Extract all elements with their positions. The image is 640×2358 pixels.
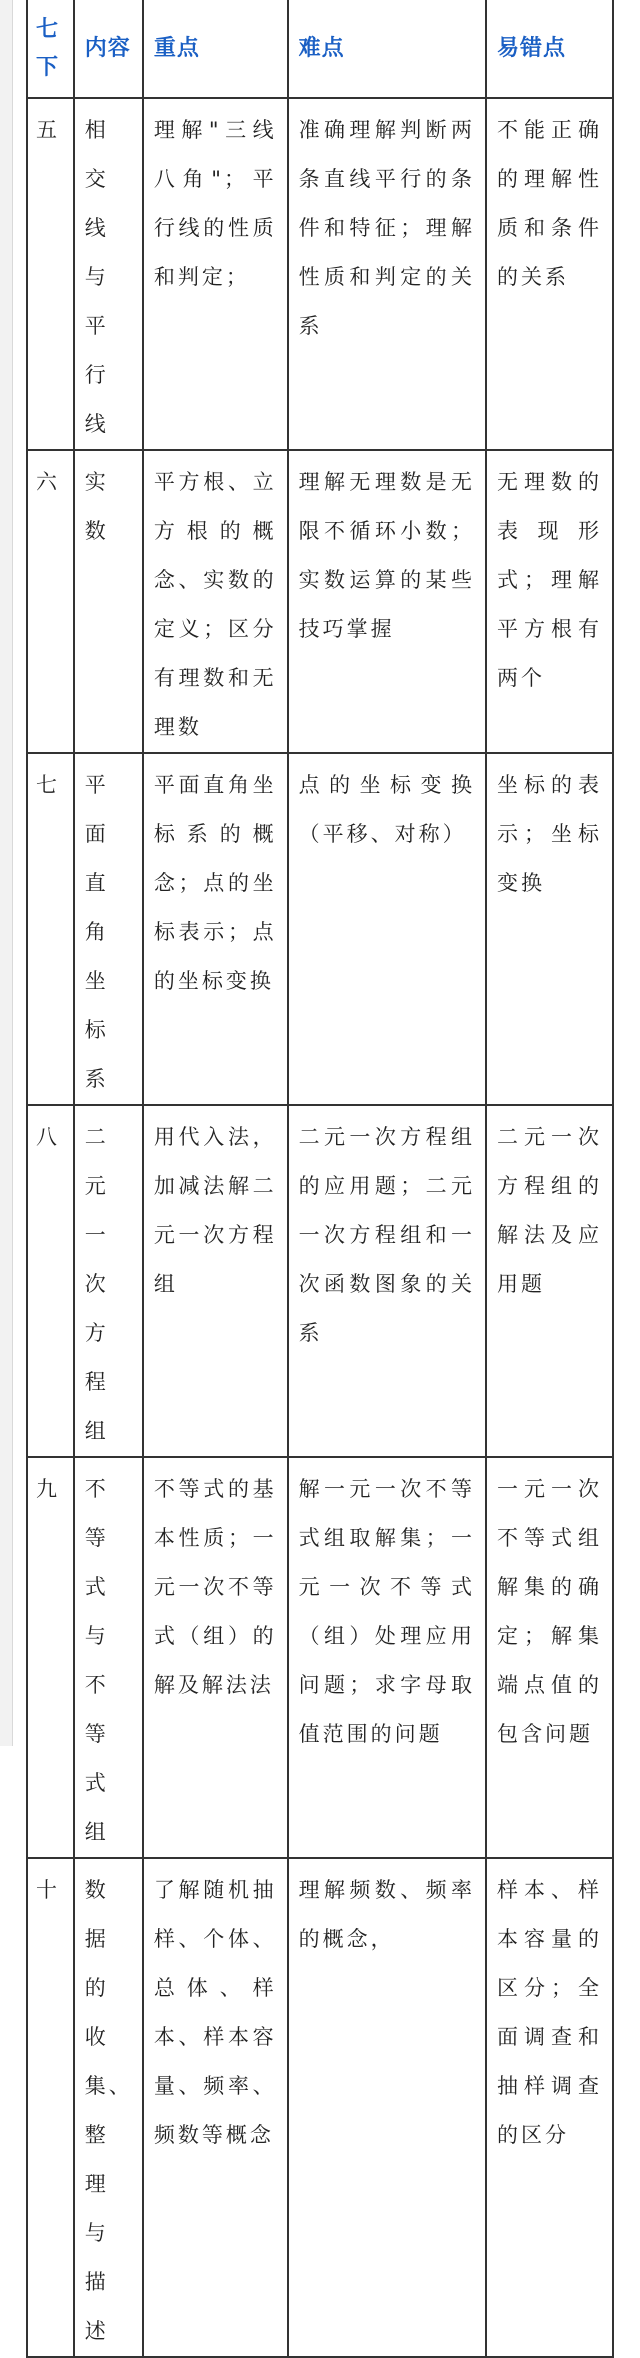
unit-number: 七 bbox=[27, 753, 74, 1105]
unit-number: 十 bbox=[27, 1858, 74, 2357]
table-row bbox=[27, 450, 613, 753]
unit-key-points: 不等式的基本性质；一元一次不等式（组）的解及解法法 bbox=[143, 1457, 288, 1858]
unit-common-errors: 坐标的表示；坐标变换 bbox=[486, 753, 613, 1105]
table-row bbox=[27, 98, 613, 450]
unit-content: 不等式与不等式组 bbox=[74, 1457, 143, 1858]
unit-number: 六 bbox=[27, 450, 74, 753]
header-grade-top: 七 bbox=[36, 16, 60, 42]
table-header-row bbox=[27, 0, 613, 98]
unit-difficulties: 理解无理数是无限不循环小数；实数运算的某些技巧掌握 bbox=[288, 450, 486, 753]
table-row bbox=[27, 1858, 613, 2357]
unit-content: 平面直角坐标系 bbox=[74, 753, 143, 1105]
unit-number: 八 bbox=[27, 1105, 74, 1457]
table-row bbox=[27, 1457, 613, 1858]
page-left-margin bbox=[0, 0, 12, 1746]
unit-difficulties: 解一元一次不等式组取解集；一元一次不等式（组）处理应用问题；求字母取值范围的问题 bbox=[288, 1457, 486, 1858]
curriculum-table bbox=[26, 0, 614, 2358]
table-row bbox=[27, 753, 613, 1105]
header-key-points: 重点 bbox=[143, 0, 288, 98]
unit-key-points: 用代入法，加减法解二元一次方程组 bbox=[143, 1105, 288, 1457]
unit-content: 相交线与平行线 bbox=[74, 98, 143, 450]
table-row bbox=[27, 1105, 613, 1457]
unit-key-points: 理解"三线八角"；平行线的性质和判定； bbox=[143, 98, 288, 450]
unit-number: 五 bbox=[27, 98, 74, 450]
unit-content: 数据的收集、整理与描述 bbox=[74, 1858, 143, 2357]
unit-key-points: 平方根、立方根的概念、实数的定义；区分有理数和无理数 bbox=[143, 450, 288, 753]
header-grade-cell bbox=[27, 0, 74, 98]
page-left-divider bbox=[12, 0, 13, 1746]
unit-content: 二元一次方程组 bbox=[74, 1105, 143, 1457]
unit-key-points: 平面直角坐标系的概念；点的坐标表示；点的坐标变换 bbox=[143, 753, 288, 1105]
unit-difficulties: 点的坐标变换（平移、对称） bbox=[288, 753, 486, 1105]
unit-difficulties: 理解频数、频率的概念， bbox=[288, 1858, 486, 2357]
unit-common-errors: 样本、样本容量的区分；全面调查和抽样调查的区分 bbox=[486, 1858, 613, 2357]
unit-content: 实数 bbox=[74, 450, 143, 753]
unit-common-errors: 二元一次方程组的解法及应用题 bbox=[486, 1105, 613, 1457]
unit-difficulties: 准确理解判断两条直线平行的条件和特征；理解性质和判定的关系 bbox=[288, 98, 486, 450]
header-difficulties: 难点 bbox=[288, 0, 486, 98]
unit-key-points: 了解随机抽样、个体、总体、样本、样本容量、频率、频数等概念 bbox=[143, 1858, 288, 2357]
header-content: 内容 bbox=[74, 0, 143, 98]
header-common-errors: 易错点 bbox=[486, 0, 613, 98]
unit-common-errors: 一元一次不等式组解集的确定；解集端点值的包含问题 bbox=[486, 1457, 613, 1858]
unit-common-errors: 不能正确的理解性质和条件的关系 bbox=[486, 98, 613, 450]
unit-common-errors: 无理数的表现形式；理解平方根有两个 bbox=[486, 450, 613, 753]
unit-number: 九 bbox=[27, 1457, 74, 1858]
unit-difficulties: 二元一次方程组的应用题；二元一次方程组和一次函数图象的关系 bbox=[288, 1105, 486, 1457]
header-grade-bottom: 下 bbox=[36, 54, 60, 80]
